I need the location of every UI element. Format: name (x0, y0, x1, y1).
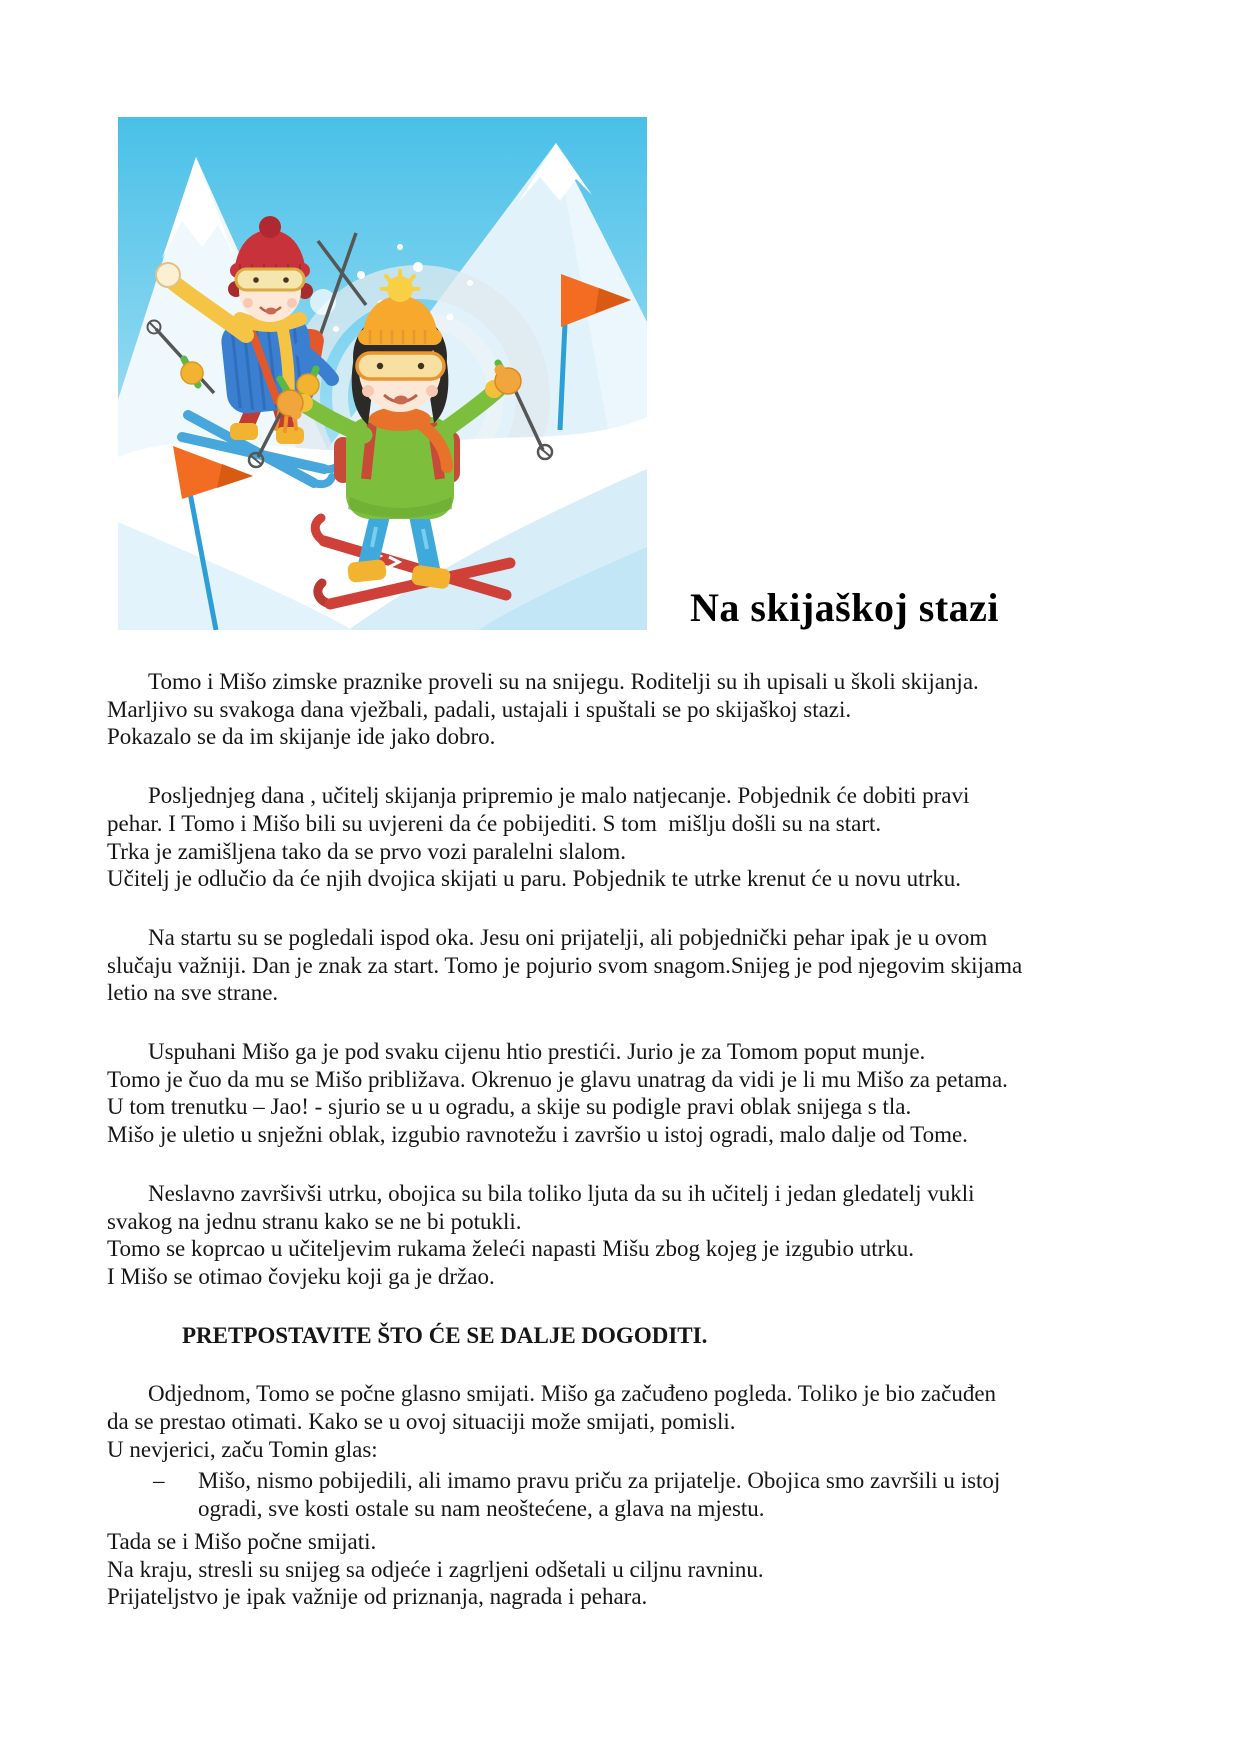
story-block-para (107, 1528, 1137, 1611)
story-block-list (107, 1467, 1137, 1522)
story-text (107, 668, 1137, 1642)
story-block-para (107, 1380, 1137, 1463)
story-line: ogradi, sve kosti ostale su nam neoštećene, a glava na mjestu. (198, 1496, 765, 1522)
list-dash-marker: – (153, 1468, 165, 1494)
story-line: Mišo, nismo pobijedili, ali imamo pravu priču za prijatelje. Obojica smo završili u istoj (198, 1468, 1001, 1494)
story-line: Uspuhani Mišo ga je pod svaku cijenu htio prestići. Jurio je za Tomom poput munje. (148, 1039, 926, 1065)
story-line: Pokazalo se da im skijanje ide jako dobro. (107, 724, 496, 750)
story-line: slučaju važniji. Dan je znak za start. Tomo je pojurio svom snagom.Snijeg je pod njegovim skijama (107, 952, 1023, 978)
story-line: Tomo je čuo da mu se Mišo približava. Okrenuo je glavu unatrag da vidi je li mu Mišo za petama. (107, 1066, 1008, 1092)
story-line: Neslavno završivši utrku, obojica su bila toliko ljuta da su ih učitelj i jedan gledatelj vukli (148, 1180, 975, 1206)
story-line: Marljivo su svakoga dana vježbali, padali, ustajali i spuštali se po skijaškoj stazi. (107, 696, 852, 722)
page-title: Na skijaškoj stazi (690, 585, 1000, 630)
story-line: Odjednom, Tomo se počne glasno smijati. Mišo ga začuđeno pogleda. Toliko je bio začuđen (148, 1381, 997, 1407)
story-line: svakog na jednu stranu kako se ne bi potukli. (107, 1208, 522, 1234)
ski-illustration-svg (118, 117, 647, 630)
story-block-para (107, 782, 1137, 893)
story-line: PRETPOSTAVITE ŠTO ĆE SE DALJE DOGODITI. (182, 1322, 708, 1348)
story-line: pehar. I Tomo i Mišo bili su uvjereni da će pobijediti. S tom mišlju došli su na start. (107, 810, 882, 836)
list-item-text (198, 1467, 1137, 1522)
story-block-para (107, 1038, 1137, 1149)
story-line: U nevjerici, začu Tomin glas: (107, 1436, 378, 1462)
story-line: I Mišo se otimao čovjeku koji ga je držao. (107, 1263, 495, 1289)
story-line: Trka je zamišljena tako da se prvo vozi paralelni slalom. (107, 838, 627, 864)
story-line: Tada se i Mišo počne smijati. (107, 1528, 377, 1554)
story-line: Tomo i Mišo zimske praznike proveli su na snijegu. Roditelji su ih upisali u školi skijanja. (148, 669, 979, 694)
story-line: Na kraju, stresli su snijeg sa odjeće i zagrljeni odšetali u ciljnu ravninu. (107, 1556, 764, 1582)
story-line: U tom trenutku – Jao! - sjurio se u u ogradu, a skije su podigle pravi oblak snijega s tla. (107, 1094, 912, 1120)
ski-illustration (118, 117, 647, 630)
story-line: da se prestao otimati. Kako se u ovoj situaciji može smijati, pomisli. (107, 1409, 736, 1435)
story-block-para (107, 1180, 1137, 1291)
story-block-para (107, 668, 1137, 751)
story-line: Posljednjeg dana , učitelj skijanja pripremio je malo natjecanje. Pobjednik će dobiti pravi (148, 783, 970, 809)
story-line: Mišo je uletio u snježni oblak, izgubio ravnotežu i završio u istoj ogradi, malo dalje od Tome. (107, 1122, 968, 1148)
story-line: Prijateljstvo je ipak važnije od priznanja, nagrada i pehara. (107, 1584, 648, 1610)
story-line: Tomo se koprcao u učiteljevim rukama želeći napasti Mišu zbog kojeg je izgubio utrku. (107, 1236, 914, 1262)
story-block-para (107, 924, 1137, 1007)
story-block-heading (107, 1322, 1137, 1350)
story-line: Na startu su se pogledali ispod oka. Jesu oni prijatelji, ali pobjednički pehar ipak je u ovom (148, 924, 988, 950)
story-line: Učitelj je odlučio da će njih dvojica skijati u paru. Pobjednik te utrke krenut će u novu utrku. (107, 866, 961, 892)
story-line: letio na sve strane. (107, 980, 279, 1006)
